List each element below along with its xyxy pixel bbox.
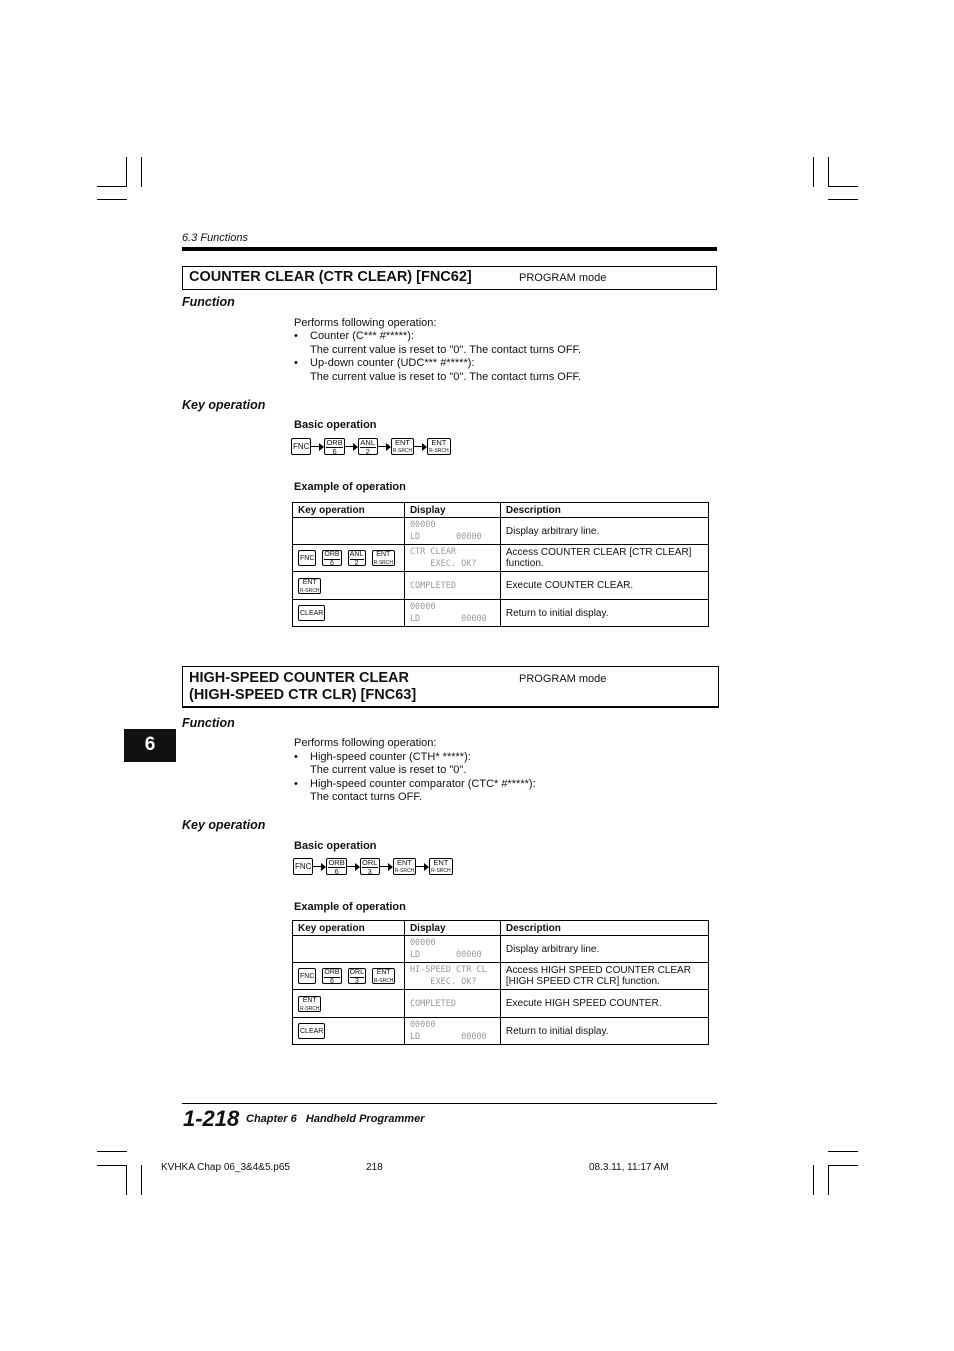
table-row bbox=[293, 936, 709, 963]
orl-key: ORL 3 bbox=[360, 858, 380, 875]
bullet-detail: The contact turns OFF. bbox=[310, 791, 422, 803]
ent-key: ENT R-SRCH bbox=[431, 858, 451, 874]
bullet-marker: • bbox=[294, 778, 298, 790]
description-cell: Execute HIGH SPEED COUNTER. bbox=[500, 990, 708, 1018]
example-operation-label: Example of operation bbox=[294, 481, 406, 493]
anl-key: ANL 2 bbox=[358, 438, 378, 455]
arrow-icon bbox=[416, 862, 429, 872]
arrow-icon bbox=[378, 442, 391, 452]
crop-mark bbox=[828, 1165, 858, 1166]
mode-label: PROGRAM mode bbox=[519, 673, 607, 685]
ent-key: ENT R-SRCH bbox=[392, 438, 413, 454]
bullet-item: High-speed counter (CTH* *****): bbox=[310, 751, 471, 763]
example-table bbox=[292, 502, 709, 627]
bullet-marker: • bbox=[294, 330, 298, 342]
column-header: Display bbox=[404, 503, 500, 518]
display-cell: COMPLETED bbox=[404, 990, 500, 1018]
running-header: 6.3 Functions bbox=[182, 232, 249, 244]
description-cell: Return to initial display. bbox=[500, 600, 708, 627]
arrow-icon bbox=[380, 862, 393, 872]
crop-mark bbox=[141, 157, 142, 187]
crop-mark bbox=[828, 186, 858, 187]
header-rule bbox=[182, 247, 717, 251]
bullet-item: Counter (C*** #*****): bbox=[310, 330, 414, 342]
chapter-tab bbox=[124, 729, 176, 762]
bullet-item: High-speed counter comparator (CTC* #*****): bbox=[310, 778, 536, 790]
crop-mark bbox=[813, 157, 814, 187]
ent-key: ENT R-SRCH bbox=[300, 578, 320, 594]
section-heading-box bbox=[182, 666, 719, 708]
display-cell: 00000 LD 00000 bbox=[404, 1018, 500, 1045]
crop-mark bbox=[126, 157, 127, 187]
description-cell: Display arbitrary line. bbox=[500, 936, 708, 963]
crop-mark bbox=[813, 1165, 814, 1195]
bullet-marker: • bbox=[294, 751, 298, 763]
crop-mark bbox=[97, 199, 127, 200]
clear-key: CLEAR bbox=[298, 605, 325, 621]
bullet-marker: • bbox=[294, 357, 298, 369]
key-operation-heading: Key operation bbox=[182, 398, 266, 412]
bullet-detail: The current value is reset to "0". The contact turns OFF. bbox=[310, 344, 582, 356]
description-cell: Access HIGH SPEED COUNTER CLEAR [HIGH SPEED CTR CLR] function. bbox=[500, 963, 708, 990]
table-row bbox=[293, 518, 709, 545]
basic-operation-label: Basic operation bbox=[294, 840, 377, 852]
ent-key: ENT R-SRCH bbox=[429, 438, 449, 454]
display-cell: 00000 LD 00000 bbox=[404, 600, 500, 627]
description-cell: Access COUNTER CLEAR [CTR CLEAR] function. bbox=[500, 545, 708, 572]
print-timestamp: 08.3.11, 11:17 AM bbox=[589, 1162, 669, 1173]
section-title: COUNTER CLEAR (CTR CLEAR) [FNC62] bbox=[189, 269, 472, 285]
key-cell bbox=[293, 1018, 405, 1045]
crop-mark bbox=[126, 1165, 127, 1195]
arrow-icon bbox=[313, 862, 326, 872]
description-cell: Display arbitrary line. bbox=[500, 518, 708, 545]
column-header: Display bbox=[404, 921, 500, 936]
crop-mark bbox=[828, 1151, 858, 1152]
clear-key: CLEAR bbox=[298, 1023, 325, 1039]
column-header: Description bbox=[500, 921, 708, 936]
table-row bbox=[293, 572, 709, 600]
orb-key: ORB 6 bbox=[328, 858, 345, 876]
basic-operation-label: Basic operation bbox=[294, 419, 377, 431]
anl-key: ANL 2 bbox=[348, 550, 366, 566]
crop-mark bbox=[141, 1165, 142, 1195]
key-cell bbox=[293, 545, 405, 572]
display-cell: COMPLETED bbox=[404, 572, 500, 600]
orb-key: ORB 6 bbox=[326, 438, 343, 456]
function-intro: Performs following operation: bbox=[294, 317, 437, 329]
orb-key: ORB 6 bbox=[324, 969, 340, 985]
chapter-tab-number: 6 bbox=[144, 734, 156, 755]
table-row bbox=[293, 990, 709, 1018]
arrow-icon bbox=[414, 442, 427, 452]
crop-mark bbox=[828, 199, 858, 200]
key-cell bbox=[293, 990, 405, 1018]
arrow-icon bbox=[347, 862, 360, 872]
bullet-item: Up-down counter (UDC*** #*****): bbox=[310, 357, 475, 369]
page-number: 1-218 bbox=[183, 1106, 240, 1131]
footer-rule bbox=[182, 1103, 717, 1104]
crop-mark bbox=[97, 1151, 127, 1152]
ent-key: ENT R-SRCH bbox=[300, 996, 320, 1012]
table-row bbox=[293, 963, 709, 990]
crop-mark bbox=[97, 1165, 127, 1166]
key-cell bbox=[293, 600, 405, 627]
key-sequence bbox=[291, 438, 451, 455]
fnc-key: FNC bbox=[291, 438, 311, 455]
key-sequence bbox=[293, 858, 453, 875]
column-header: Description bbox=[500, 503, 708, 518]
orb-key: ORB 6 bbox=[324, 551, 340, 567]
key-cell bbox=[293, 518, 405, 545]
table-row bbox=[293, 1018, 709, 1045]
description-cell: Execute COUNTER CLEAR. bbox=[500, 572, 708, 600]
mode-label: PROGRAM mode bbox=[519, 272, 607, 284]
key-operation-heading: Key operation bbox=[182, 818, 266, 832]
fnc-key: FNC bbox=[298, 550, 316, 566]
key-cell bbox=[293, 936, 405, 963]
orl-key: ORL 3 bbox=[349, 969, 364, 985]
description-cell: Return to initial display. bbox=[500, 1018, 708, 1045]
print-page: 218 bbox=[366, 1162, 383, 1173]
table-header-row bbox=[293, 921, 709, 936]
ent-key: ENT R-SRCH bbox=[373, 551, 394, 566]
display-cell: CTR CLEAR EXEC. OK? bbox=[404, 545, 500, 572]
section-title-line2: (HIGH-SPEED CTR CLR) [FNC63] bbox=[189, 687, 417, 703]
section-title: HIGH-SPEED COUNTER CLEAR bbox=[189, 670, 409, 686]
table-row bbox=[293, 600, 709, 627]
key-cell bbox=[293, 963, 405, 990]
crop-mark bbox=[97, 186, 127, 187]
bullet-detail: The current value is reset to "0". The contact turns OFF. bbox=[310, 371, 582, 383]
file-name: KVHKA Chap 06_3&4&5.p65 bbox=[161, 1162, 290, 1173]
table-row bbox=[293, 545, 709, 572]
arrow-icon bbox=[345, 442, 358, 452]
section-heading-box bbox=[182, 266, 717, 290]
function-heading: Function bbox=[182, 716, 235, 730]
bullet-detail: The current value is reset to "0". bbox=[310, 764, 467, 776]
display-cell: 00000 LD 00000 bbox=[404, 936, 500, 963]
arrow-icon bbox=[311, 442, 324, 452]
key-cell bbox=[293, 572, 405, 600]
fnc-key: FNC bbox=[298, 968, 316, 984]
column-header: Key operation bbox=[293, 503, 405, 518]
column-header: Key operation bbox=[293, 921, 405, 936]
table-header-row bbox=[293, 503, 709, 518]
display-cell: 00000 LD 00000 bbox=[404, 518, 500, 545]
ent-key: ENT R-SRCH bbox=[394, 858, 415, 874]
example-operation-label: Example of operation bbox=[294, 901, 406, 913]
function-intro: Performs following operation: bbox=[294, 737, 437, 749]
display-cell: HI-SPEED CTR CL EXEC. OK? bbox=[404, 963, 500, 990]
fnc-key: FNC bbox=[293, 858, 313, 875]
example-table bbox=[292, 920, 709, 1045]
crop-mark bbox=[828, 1165, 829, 1195]
ent-key: ENT R-SRCH bbox=[373, 969, 394, 984]
function-heading: Function bbox=[182, 295, 235, 309]
crop-mark bbox=[828, 157, 829, 187]
chapter-footer: Chapter 6 Handheld Programmer bbox=[246, 1113, 425, 1125]
